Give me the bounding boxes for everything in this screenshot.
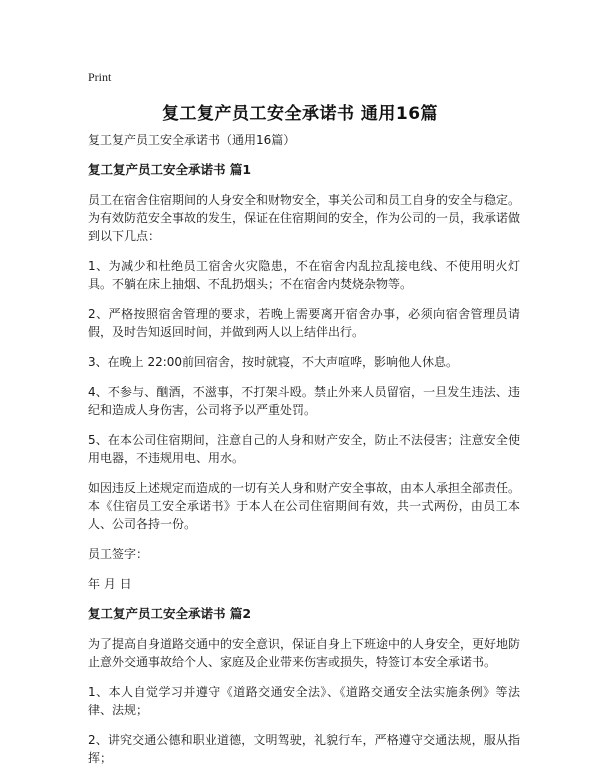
paragraph: 员工在宿舍住宿期间的人身安全和财物安全，事关公司和员工自身的安全与稳定。为有效防范安全事故的发生，保证在住宿期间的安全，作为公司的一员，我承诺做到以下几点： [88, 193, 521, 243]
print-label: Print [88, 70, 112, 84]
signature-line: 员工签字： [88, 547, 149, 561]
paragraph: 4、不参与、酗酒，不滋事，不打架斗殴。禁止外来人员留宿，一旦发生违法、违纪和造成人身伤害，公司将予以严重处罚。 [88, 385, 520, 417]
paragraph: 3、在晚上 22:00前回宿舍，按时就寝，不大声喧哗，影响他人休息。 [88, 355, 459, 369]
section-heading: 复工复产员工安全承诺书 篇1 [88, 162, 252, 177]
document-body [88, 131, 520, 779]
document-subtitle: 复工复产员工安全承诺书（通用16篇） [88, 133, 296, 147]
paragraph: 2、讲究交通公德和职业道德，文明驾驶，礼貌行车，严格遵守交通法规，服从指挥； [88, 733, 520, 765]
paragraph: 1、为减少和杜绝员工宿舍火灾隐患，不在宿舍内乱拉乱接电线、不使用明火灯具。不躺在床上抽烟、不乱扔烟头；不在宿舍内焚烧杂物等。 [88, 259, 520, 291]
section-heading: 复工复产员工安全承诺书 篇2 [88, 606, 252, 621]
paragraph: 5、在本公司住宿期间，注意自己的人身和财产安全，防止不法侵害；注意安全使用电器，不违规用电、用水。 [88, 433, 520, 465]
document-title: 复工复产员工安全承诺书 通用16篇 [161, 104, 439, 124]
paragraph: 2、严格按照宿舍管理的要求，若晚上需要离开宿舍办事，必须向宿舍管理员请假，及时告知返回时间，并做到两人以上结伴出行。 [88, 307, 520, 339]
paragraph: 1、本人自觉学习并遵守《道路交通安全法》、《道路交通安全法实施条例》等法律、法规； [88, 685, 520, 717]
paragraph: 如因违反上述规定而造成的一切有关人身和财产安全事故，由本人承担全部责任。本《住宿员工安全承诺书》于本人在公司住宿期间有效，共一式两份，由员工本人、公司各持一份。 [88, 481, 521, 531]
paragraph: 为了提高自身道路交通中的安全意识，保证自身上下班途中的人身安全，更好地防止意外交通事故给个人、家庭及企业带来伤害或损失，特签订本安全承诺书。 [88, 637, 521, 669]
date-line: 年 月 日 [88, 577, 132, 591]
